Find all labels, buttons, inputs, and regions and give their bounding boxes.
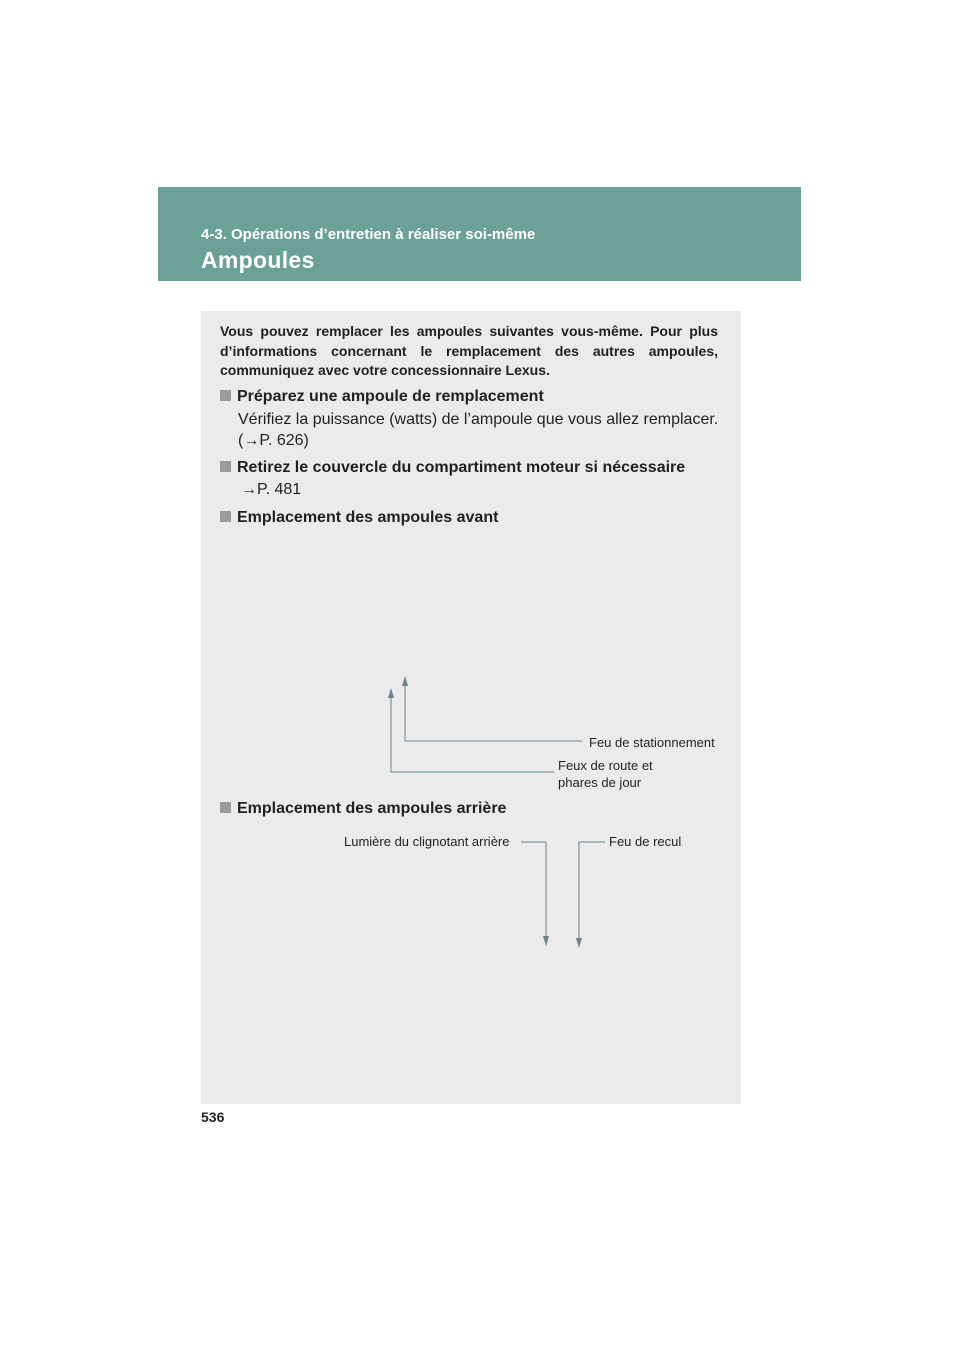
heading-prepare-bulb-text: Préparez une ampoule de remplacement <box>237 388 544 405</box>
arrow-down-icon <box>543 936 549 946</box>
content-panel <box>201 311 741 1104</box>
arrow-up-icon <box>388 688 394 698</box>
heading-rear-bulbs-text: Emplacement des ampoules arrière <box>237 800 507 817</box>
leader-line-parking <box>405 679 582 741</box>
heading-front-bulbs-text: Emplacement des ampoules avant <box>237 509 499 526</box>
section-header <box>158 187 801 281</box>
arrow-up-icon <box>402 676 408 686</box>
label-parking-light: Feu de stationnement <box>589 735 715 750</box>
label-headlights-line2: phares de jour <box>558 775 642 790</box>
label-rear-turn-signal: Lumière du clignotant arrière <box>344 834 510 849</box>
section-label: 4-3. Opérations d’entretien à réaliser soi-même <box>201 226 536 243</box>
page-title: Ampoules <box>201 247 315 273</box>
page-number: 536 <box>201 1109 225 1125</box>
leader-line-headlights <box>391 691 554 772</box>
leader-line-turn-signal <box>521 842 546 943</box>
label-reverse-light: Feu de recul <box>609 834 682 849</box>
label-headlights-line1: Feux de route et <box>558 758 653 773</box>
heading-rear-bulbs <box>220 800 506 818</box>
arrow-down-icon <box>576 938 582 948</box>
intro-paragraph: Vous pouvez remplacer les ampoules suivantes vous-même. Pour plus d’informations concernant le remplacement des autres ampoules, communiquez avec votre concessionnaire Lexus. <box>220 323 718 378</box>
cover-page-ref: →P. 481 <box>241 481 302 498</box>
callout-leader-lines <box>201 311 741 1104</box>
prepare-instruction: Vérifiez la puissance (watts) de l’ampoule que vous allez remplacer. <box>238 411 719 428</box>
square-bullet-icon <box>220 802 231 813</box>
prepare-page-ref: (→P. 626) <box>238 432 309 449</box>
leader-line-reverse <box>579 842 605 945</box>
heading-remove-cover-text: Retirez le couvercle du compartiment moteur si nécessaire <box>237 459 686 476</box>
